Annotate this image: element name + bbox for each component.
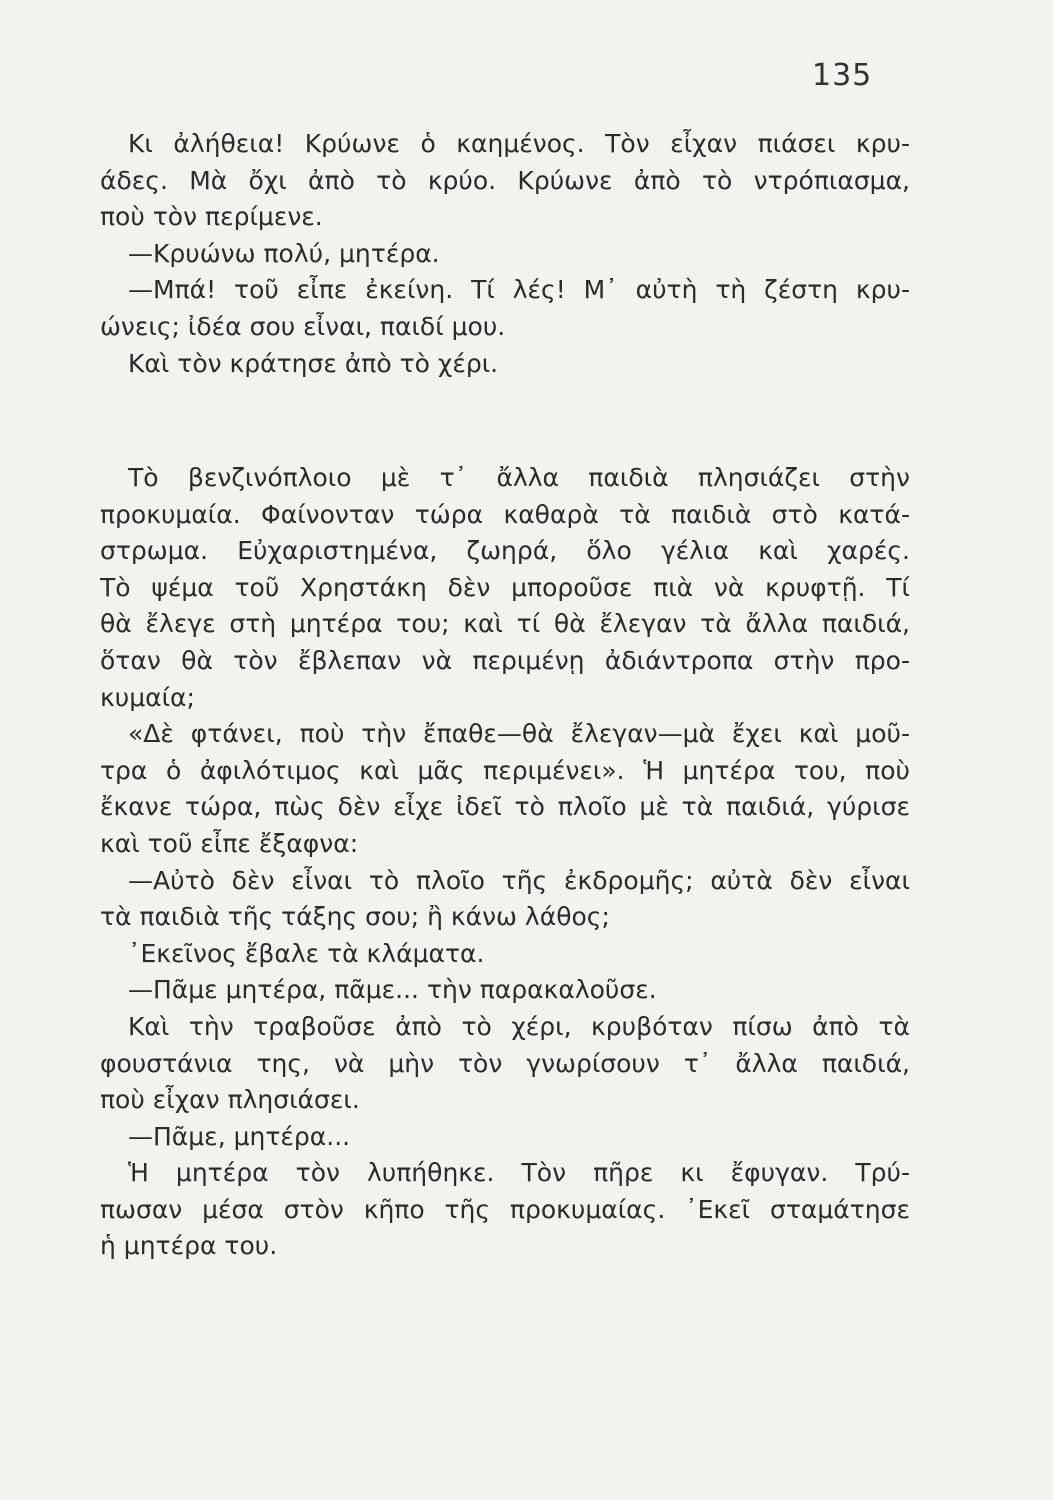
text-line: άδες. Μὰ ὄχι ἀπὸ τὸ κρύο. Κρύωνε ἀπὸ τὸ ντρόπιασμα, <box>100 165 910 195</box>
text-line: Καὶ τὸν κράτησε ἀπὸ τὸ χέρι. <box>128 348 499 378</box>
text-line: τρα ὁ ἀφιλότιμος καὶ μᾶς περιμένει». Ἡ μητέρα του, ποὺ <box>100 755 910 785</box>
text-line: ἡ μητέρα του. <box>100 1231 278 1261</box>
text-line: ἔκανε τώρα, πὼς δὲν εἶχε ἰδεῖ τὸ πλοῖο μὲ τὰ παιδιά, γύρισε <box>100 792 910 822</box>
text-line: τὰ παιδιὰ τῆς τάξης σου; ἢ κάνω λάθος; <box>100 902 610 932</box>
page-number: 135 <box>812 58 873 93</box>
text-block-2 <box>100 460 910 1265</box>
text-block-1 <box>100 126 910 382</box>
text-line: κυμαία; <box>100 682 195 712</box>
text-line: —Μπά! τοῦ εἶπε ἐκείνη. Τί λές! Μ᾽ αὐτὴ τὴ ζέστη κρυ- <box>128 275 910 305</box>
text-line: —Κρυώνω πολύ, μητέρα. <box>128 238 440 268</box>
text-line: στρωμα. Εὐχαριστημένα, ζωηρά, ὅλο γέλια καὶ χαρές. <box>100 536 910 566</box>
text-line: θὰ ἔλεγε στὴ μητέρα του; καὶ τί θὰ ἔλεγαν τὰ ἄλλα παιδιά, <box>100 609 910 639</box>
text-line: ὅταν θὰ τὸν ἔβλεπαν νὰ περιμένῃ ἀδιάντροπα στὴν προ- <box>100 645 910 675</box>
text-line: ώνεις; ἰδέα σου εἶναι, παιδί μου. <box>100 311 506 341</box>
text-line: ποὺ τὸν περίμενε. <box>100 202 323 232</box>
text-line: πωσαν μέσα στὸν κῆπο τῆς προκυμαίας. ᾽Εκεῖ σταμάτησε <box>100 1194 910 1224</box>
text-line: ποὺ εἶχαν πλησιάσει. <box>100 1085 360 1115</box>
text-line: —Πᾶμε, μητέρα... <box>128 1121 351 1151</box>
text-line: φουστάνια της, νὰ μὴν τὸν γνωρίσουν τ᾽ ἄλλα παιδιά, <box>100 1048 910 1078</box>
text-line: Κι ἀλήθεια! Κρύωνε ὁ καημένος. Τὸν εἶχαν πιάσει κρυ- <box>128 129 910 158</box>
text-line: Ἡ μητέρα τὸν λυπήθηκε. Τὸν πῆρε κι ἔφυγαν. Τρύ- <box>128 1158 910 1188</box>
text-line: Τὸ βενζινόπλοιο μὲ τ᾽ ἄλλα παιδιὰ πλησιάζει στὴν <box>128 463 910 492</box>
text-line: —Πᾶμε μητέρα, πᾶμε... τὴν παρακαλοῦσε. <box>128 975 657 1005</box>
text-line: Τὸ ψέμα τοῦ Χρηστάκη δὲν μποροῦσε πιὰ νὰ κρυφτῇ. Τί <box>100 572 910 602</box>
text-line: Καὶ τὴν τραβοῦσε ἀπὸ τὸ χέρι, κρυβόταν πίσω ἀπὸ τὰ <box>128 1011 910 1041</box>
text-line: «Δὲ φτάνει, ποὺ τὴν ἔπαθε—θὰ ἔλεγαν—μὰ ἔχει καὶ μοῦ- <box>128 719 910 749</box>
text-line: ᾽Εκεῖνος ἔβαλε τὰ κλάματα. <box>128 938 485 968</box>
text-line: —Αὐτὸ δὲν εἶναι τὸ πλοῖο τῆς ἐκδρομῆς; αὐτὰ δὲν εἶναι <box>128 865 910 895</box>
text-line: καὶ τοῦ εἶπε ἔξαφνα: <box>100 828 359 858</box>
text-line: προκυμαία. Φαίνονταν τώρα καθαρὰ τὰ παιδιὰ στὸ κατά- <box>100 499 910 529</box>
